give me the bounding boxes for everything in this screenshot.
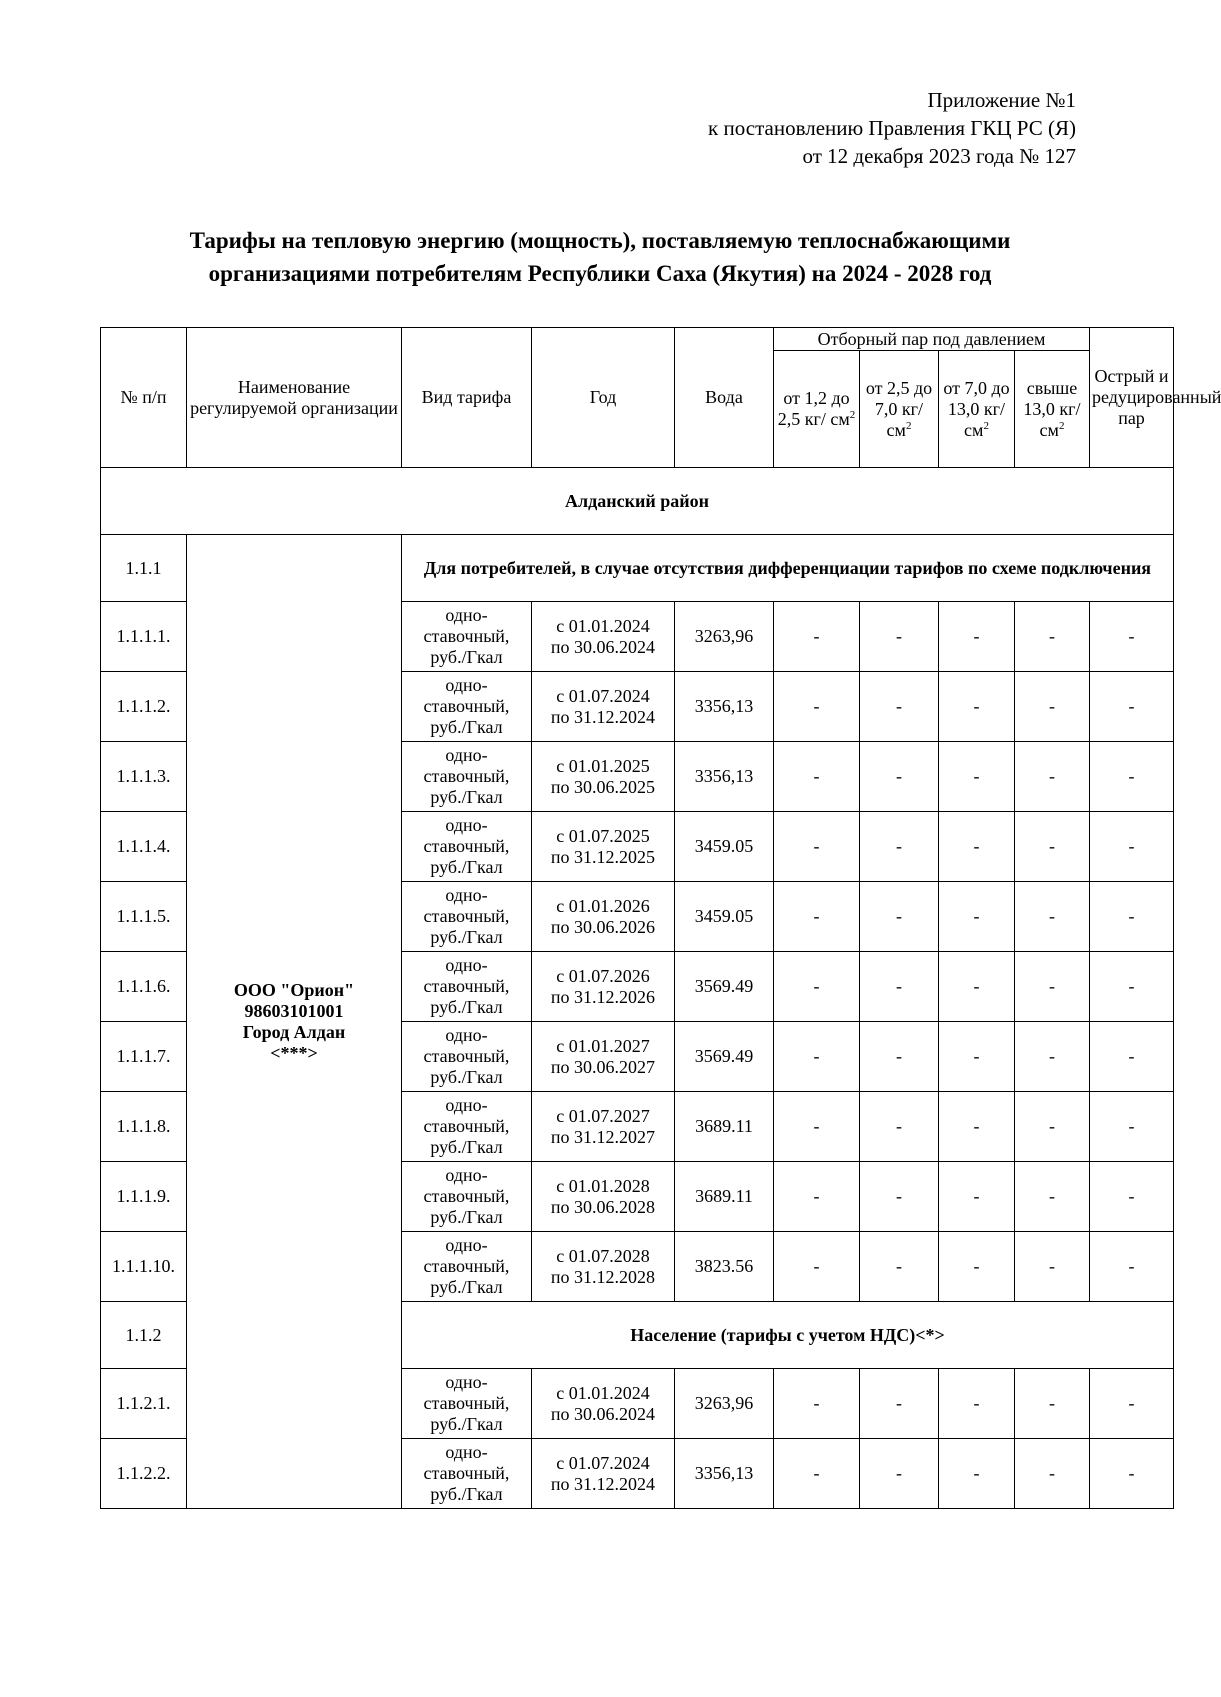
row-number-cell: 1.1.1.1. <box>101 602 187 672</box>
section-number: 1.1.1 <box>101 535 187 602</box>
row-number-cell: 1.1.1.8. <box>101 1092 187 1162</box>
pressure-4-cell: - <box>1015 1092 1090 1162</box>
tariff-type-cell: одно-ставочный, руб./Гкал <box>402 812 532 882</box>
pressure-3-cell: - <box>939 952 1015 1022</box>
pressure-1-cell: - <box>774 742 860 812</box>
organization-inn: 98603101001 <box>244 1000 344 1021</box>
appendix-line-2: к постановлению Правления ГКЦ РС (Я) <box>708 116 1076 140</box>
header-steam-group: Отборный пар под давлением <box>774 328 1090 351</box>
pressure-3-cell: - <box>939 1439 1015 1509</box>
pressure-4-cell: - <box>1015 1232 1090 1302</box>
period-cell <box>532 602 675 672</box>
sharp-steam-cell: - <box>1090 602 1174 672</box>
period-cell <box>532 1369 675 1439</box>
tariff-type-cell: одно-ставочный, руб./Гкал <box>402 1162 532 1232</box>
tariff-type-cell: одно-ставочный, руб./Гкал <box>402 1439 532 1509</box>
period-from: с 01.01.2024 <box>556 1382 650 1403</box>
tariff-type-cell: одно-ставочный, руб./Гкал <box>402 1092 532 1162</box>
pressure-4-cell: - <box>1015 952 1090 1022</box>
period-to: по 31.12.2025 <box>550 846 656 867</box>
tariff-type-cell: одно-ставочный, руб./Гкал <box>402 882 532 952</box>
period-from: с 01.07.2024 <box>556 1452 650 1473</box>
pressure-2-cell: - <box>860 1092 939 1162</box>
period-from: с 01.01.2024 <box>556 615 650 636</box>
tariff-type-cell: одно-ставочный, руб./Гкал <box>402 952 532 1022</box>
period-from: с 01.07.2025 <box>556 825 650 846</box>
tariff-type-cell: одно-ставочный, руб./Гкал <box>402 1232 532 1302</box>
pressure-1-cell: - <box>774 1232 860 1302</box>
pressure-4-cell: - <box>1015 1022 1090 1092</box>
period-to: по 30.06.2025 <box>550 776 656 797</box>
pressure-4-cell: - <box>1015 812 1090 882</box>
period-cell <box>532 882 675 952</box>
pressure-3-cell: - <box>939 1369 1015 1439</box>
water-tariff-cell: 3689.11 <box>675 1092 774 1162</box>
period-cell <box>532 812 675 882</box>
header-pressure-1: от 1,2 до 2,5 кг/ $см^2$ <box>774 351 860 468</box>
period-cell <box>532 672 675 742</box>
pressure-2-cell: - <box>860 742 939 812</box>
organization-name: ООО "Орион" <box>233 979 355 1000</box>
row-number-cell: 1.1.1.3. <box>101 742 187 812</box>
district-row <box>101 468 1174 535</box>
period-cell <box>532 1162 675 1232</box>
pressure-1-cell: - <box>774 602 860 672</box>
pressure-2-cell: - <box>860 1439 939 1509</box>
row-number-cell: 1.1.1.7. <box>101 1022 187 1092</box>
section-title: Население (тарифы с учетом НДС)<*> <box>402 1302 1174 1369</box>
period-to: по 30.06.2024 <box>550 636 656 657</box>
sharp-steam-cell: - <box>1090 1232 1174 1302</box>
pressure-2-cell: - <box>860 882 939 952</box>
pressure-1-cell: - <box>774 1162 860 1232</box>
organization-note: <***> <box>270 1042 318 1063</box>
water-tariff-cell: 3263,96 <box>675 602 774 672</box>
pressure-3-cell: - <box>939 1232 1015 1302</box>
organization-city: Город Алдан <box>242 1021 346 1042</box>
water-tariff-cell: 3569.49 <box>675 952 774 1022</box>
header-tariff-type: Вид тарифа <box>402 328 532 468</box>
tariff-table <box>100 327 1221 1509</box>
pressure-4-cell: - <box>1015 672 1090 742</box>
period-to: по 31.12.2028 <box>550 1266 656 1287</box>
pressure-4-cell: - <box>1015 1439 1090 1509</box>
sharp-steam-cell: - <box>1090 1369 1174 1439</box>
period-to: по 30.06.2027 <box>550 1056 656 1077</box>
period-from: с 01.01.2026 <box>556 895 650 916</box>
tariff-type-cell: одно-ставочный, руб./Гкал <box>402 1369 532 1439</box>
tariff-type-cell: одно-ставочный, руб./Гкал <box>402 1022 532 1092</box>
header-year: Год <box>532 328 675 468</box>
period-cell <box>532 1439 675 1509</box>
period-cell <box>532 1092 675 1162</box>
pressure-1-cell: - <box>774 882 860 952</box>
pressure-3-cell: - <box>939 1022 1015 1092</box>
sharp-steam-cell: - <box>1090 1439 1174 1509</box>
row-number-cell: 1.1.2.1. <box>101 1369 187 1439</box>
pressure-1-cell: - <box>774 1092 860 1162</box>
pressure-3-cell: - <box>939 812 1015 882</box>
row-number-cell: 1.1.1.9. <box>101 1162 187 1232</box>
row-number-cell: 1.1.1.10. <box>101 1232 187 1302</box>
sharp-steam-cell: - <box>1090 1022 1174 1092</box>
pressure-4-cell: - <box>1015 742 1090 812</box>
period-from: с 01.01.2028 <box>556 1175 650 1196</box>
tariff-type-cell: одно-ставочный, руб./Гкал <box>402 672 532 742</box>
period-from: с 01.01.2025 <box>556 755 650 776</box>
pressure-3-cell: - <box>939 742 1015 812</box>
sharp-steam-cell: - <box>1090 1162 1174 1232</box>
row-number-cell: 1.1.1.5. <box>101 882 187 952</box>
pressure-2-cell: - <box>860 1022 939 1092</box>
water-tariff-cell: 3459.05 <box>675 882 774 952</box>
pressure-3-cell: - <box>939 882 1015 952</box>
tariff-type-cell: одно-ставочный, руб./Гкал <box>402 602 532 672</box>
pressure-4-cell: - <box>1015 882 1090 952</box>
period-to: по 30.06.2024 <box>550 1403 656 1424</box>
appendix-reference <box>708 86 1076 170</box>
header-organization: Наименование регулируемой организации <box>187 328 402 468</box>
pressure-3-cell: - <box>939 1092 1015 1162</box>
pressure-4-cell: - <box>1015 1369 1090 1439</box>
period-cell <box>532 952 675 1022</box>
pressure-2-cell: - <box>860 672 939 742</box>
pressure-1-cell: - <box>774 952 860 1022</box>
water-tariff-cell: 3689.11 <box>675 1162 774 1232</box>
header-pressure-2: от 2,5 до 7,0 кг/ $см^2$ <box>860 351 939 468</box>
period-to: по 31.12.2027 <box>550 1126 656 1147</box>
sharp-steam-cell: - <box>1090 1092 1174 1162</box>
water-tariff-cell: 3356,13 <box>675 672 774 742</box>
section-number: 1.1.2 <box>101 1302 187 1369</box>
pressure-1-cell: - <box>774 1022 860 1092</box>
sharp-steam-cell: - <box>1090 672 1174 742</box>
period-from: с 01.07.2028 <box>556 1245 650 1266</box>
row-number-cell: 1.1.2.2. <box>101 1439 187 1509</box>
period-to: по 31.12.2026 <box>550 986 656 1007</box>
pressure-3-cell: - <box>939 1162 1015 1232</box>
pressure-2-cell: - <box>860 812 939 882</box>
pressure-2-cell: - <box>860 952 939 1022</box>
water-tariff-cell: 3459.05 <box>675 812 774 882</box>
period-cell <box>532 742 675 812</box>
pressure-3-cell: - <box>939 672 1015 742</box>
title-line-1: Тарифы на тепловую энергию (мощность), поставляемую теплоснабжающими <box>189 228 1011 253</box>
pressure-3-cell: - <box>939 602 1015 672</box>
pressure-4-cell: - <box>1015 1162 1090 1232</box>
period-to: по 31.12.2024 <box>550 1473 656 1494</box>
sharp-steam-cell: - <box>1090 812 1174 882</box>
period-to: по 30.06.2026 <box>550 916 656 937</box>
appendix-line-3: от 12 декабря 2023 года № 127 <box>802 144 1076 168</box>
pressure-2-cell: - <box>860 1162 939 1232</box>
period-from: с 01.07.2027 <box>556 1105 650 1126</box>
sharp-steam-cell: - <box>1090 882 1174 952</box>
water-tariff-cell: 3356,13 <box>675 742 774 812</box>
section-title: Для потребителей, в случае отсутствия дифференциации тарифов по схеме подключения <box>402 535 1174 602</box>
period-cell <box>532 1022 675 1092</box>
header-water: Вода <box>675 328 774 468</box>
header-pressure-4: свыше 13,0 кг/ $см^2$ <box>1015 351 1090 468</box>
header-sharp-steam: Острый и редуцированный пар <box>1090 328 1174 468</box>
pressure-2-cell: - <box>860 602 939 672</box>
sharp-steam-cell: - <box>1090 952 1174 1022</box>
header-pressure-3: от 7,0 до 13,0 кг/ $см^2$ <box>939 351 1015 468</box>
document-title <box>100 224 1100 290</box>
water-tariff-cell: 3569.49 <box>675 1022 774 1092</box>
period-from: с 01.07.2024 <box>556 685 650 706</box>
organization-cell <box>187 535 402 1509</box>
row-number-cell: 1.1.1.2. <box>101 672 187 742</box>
section-row <box>101 535 1174 602</box>
header-row <box>101 328 1174 351</box>
header-num: № п/п <box>101 328 187 468</box>
pressure-1-cell: - <box>774 1439 860 1509</box>
period-to: по 31.12.2024 <box>550 706 656 727</box>
pressure-1-cell: - <box>774 672 860 742</box>
water-tariff-cell: 3823.56 <box>675 1232 774 1302</box>
row-number-cell: 1.1.1.4. <box>101 812 187 882</box>
row-number-cell: 1.1.1.6. <box>101 952 187 1022</box>
pressure-2-cell: - <box>860 1232 939 1302</box>
period-from: с 01.07.2026 <box>556 965 650 986</box>
sharp-steam-cell: - <box>1090 742 1174 812</box>
water-tariff-cell: 3356,13 <box>675 1439 774 1509</box>
district-name: Алданский район <box>101 468 1174 535</box>
pressure-1-cell: - <box>774 812 860 882</box>
period-to: по 30.06.2028 <box>550 1196 656 1217</box>
pressure-2-cell: - <box>860 1369 939 1439</box>
water-tariff-cell: 3263,96 <box>675 1369 774 1439</box>
period-from: с 01.01.2027 <box>556 1035 650 1056</box>
period-cell <box>532 1232 675 1302</box>
appendix-line-1: Приложение №1 <box>927 88 1076 112</box>
pressure-4-cell: - <box>1015 602 1090 672</box>
tariff-type-cell: одно-ставочный, руб./Гкал <box>402 742 532 812</box>
pressure-1-cell: - <box>774 1369 860 1439</box>
title-line-2: организациями потребителям Республики Саха (Якутия) на 2024 - 2028 год <box>208 261 992 286</box>
